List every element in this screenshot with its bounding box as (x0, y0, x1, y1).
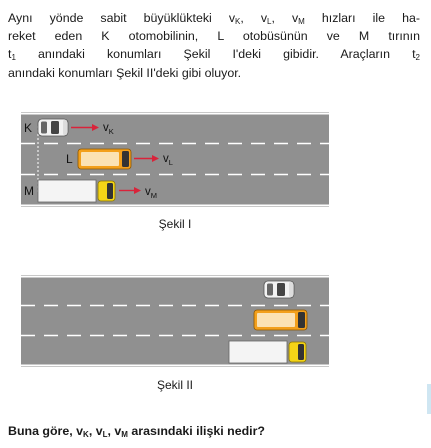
car-k (264, 281, 294, 298)
label-vk: $v_K$ (103, 122, 114, 136)
problem-line-3: $t_1$ anındaki konumları Şekil I'deki gibidir. Araçların $t_2$ (8, 47, 420, 63)
label-vl: $v_L$ (163, 153, 173, 167)
figure-2-caption: Şekil II (156, 378, 193, 392)
label-l: L (66, 152, 73, 166)
page-edge-accent (427, 384, 431, 414)
figure-2 (21, 275, 329, 367)
problem-text (8, 9, 420, 82)
label-vm: $v_M$ (145, 186, 157, 200)
problem-line-2: reket eden K otomobilinin, L otobüsünün ve M tırının (8, 29, 420, 44)
problem-line-4: anındaki konumları Şekil II'deki gibi oluyor. (8, 65, 242, 80)
car-k (38, 119, 68, 136)
question-text: Buna göre, $v_K$, $v_L$, $v_M$ arasındaki ilişki nedir? (8, 424, 265, 439)
truck-m (38, 180, 115, 202)
bus-l (254, 310, 307, 330)
figure-1-caption: Şekil I (158, 217, 192, 231)
truck-m (229, 341, 306, 363)
bus-l (78, 149, 131, 169)
problem-line-1: Aynı yönde sabit büyüklükteki $v_K$, $v_L$, $v_M$ hızları ile ha- (8, 11, 420, 26)
label-m: M (24, 184, 34, 198)
figure-2-road-diagram (21, 275, 329, 367)
label-k: K (24, 121, 33, 135)
figure-1 (21, 112, 329, 207)
figure-1-road-diagram (21, 112, 329, 207)
